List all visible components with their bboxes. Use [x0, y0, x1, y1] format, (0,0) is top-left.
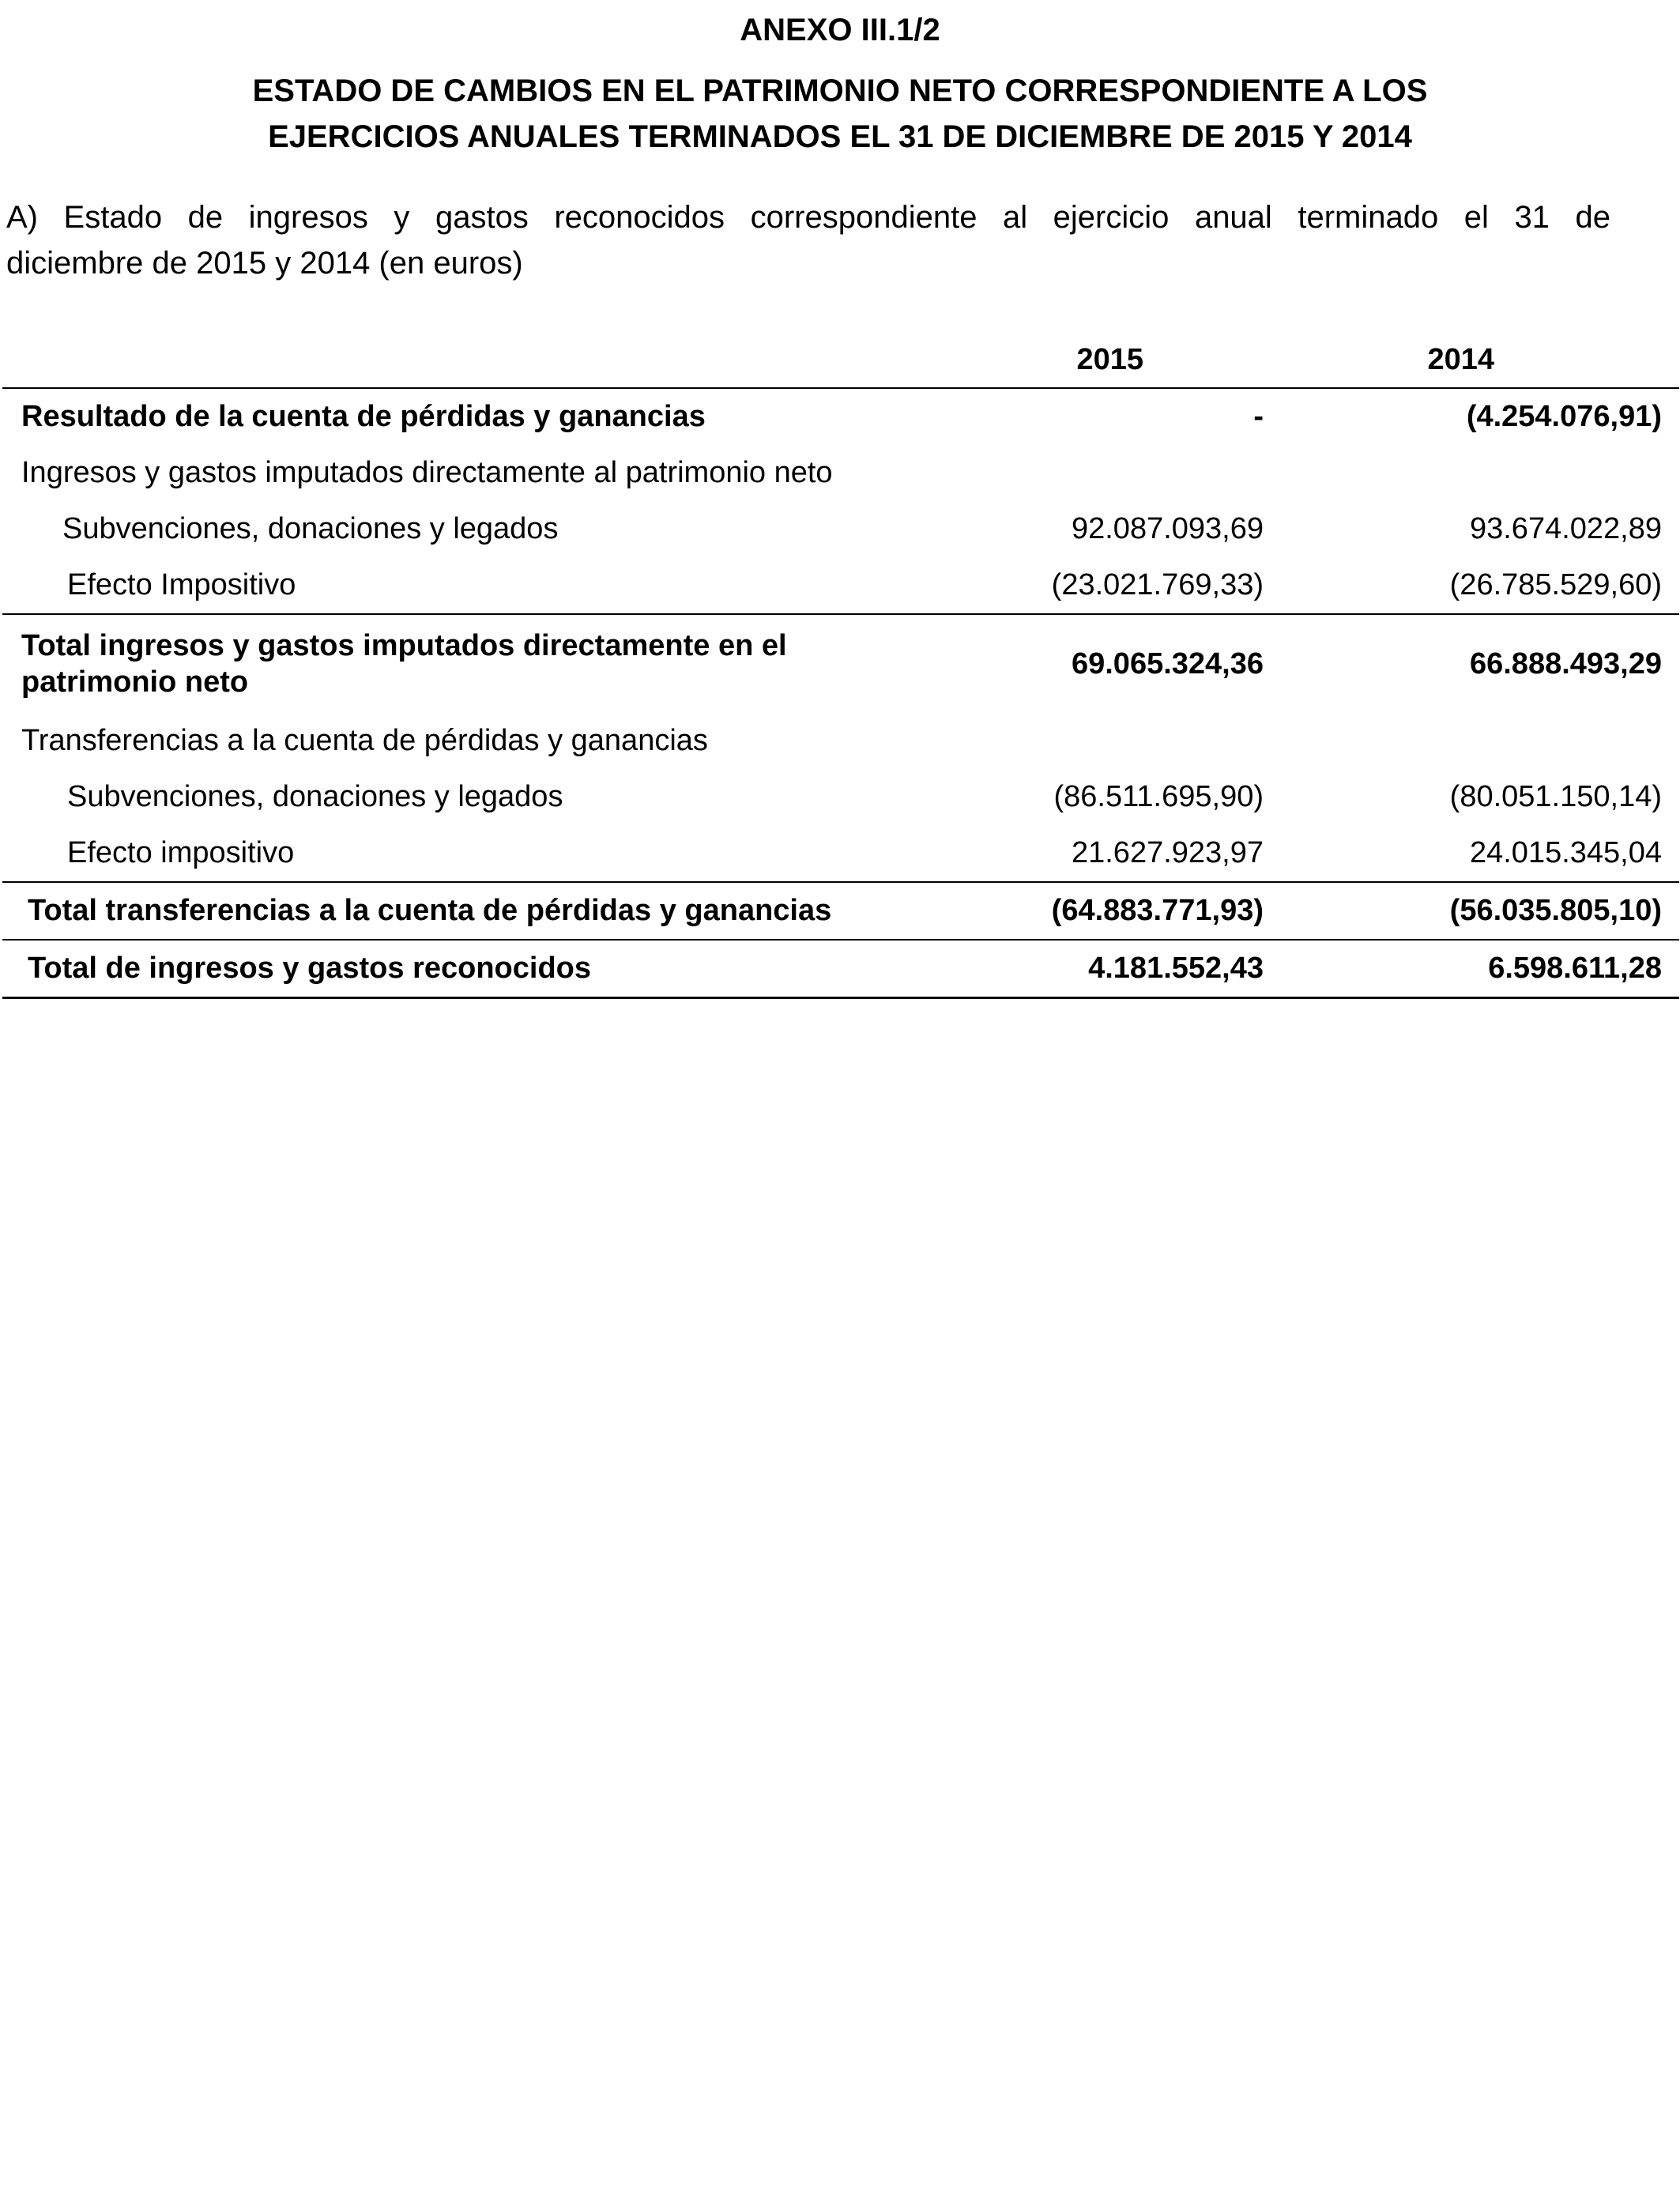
value-2015: [903, 713, 1283, 769]
table-row-total: [2, 882, 1679, 940]
intro-line-1: A) Estado de ingresos y gastos reconocidos correspondiente al ejercicio anual terminado el 31 de: [6, 200, 1610, 235]
document-title: [0, 68, 1680, 160]
value-2015: -: [903, 388, 1283, 445]
row-label: Subvenciones, donaciones y legados: [67, 780, 563, 813]
value-2014: [1283, 445, 1679, 501]
intro-paragraph: [6, 194, 1610, 286]
row-label-line-1: Total ingresos y gastos imputados directamente en el: [21, 629, 787, 662]
table-row: [2, 388, 1679, 445]
value-2015: (23.021.769,33): [1051, 568, 1264, 601]
row-label: Ingresos y gastos imputados directamente al patrimonio neto: [21, 456, 833, 489]
row-label: Efecto Impositivo: [67, 568, 296, 601]
value-2015: (86.511.695,90): [1053, 780, 1264, 813]
row-label: Subvenciones, donaciones y legados: [62, 512, 559, 545]
annex-title: ANEXO III.1/2: [740, 13, 940, 47]
value-2015: 69.065.324,36: [903, 614, 1283, 713]
table-row: [2, 501, 1679, 557]
value-2014: [1283, 713, 1679, 769]
value-2014: 24.015.345,04: [1469, 836, 1662, 869]
document-title-line-2: EJERCICIOS ANUALES TERMINADOS EL 31 DE DICIEMBRE DE 2015 Y 2014: [268, 119, 1412, 154]
value-2014: (4.254.076,91): [1283, 388, 1679, 445]
document-title-line-1: ESTADO DE CAMBIOS EN EL PATRIMONIO NETO CORRESPONDIENTE A LOS: [252, 74, 1428, 108]
column-header-2015: 2015: [1076, 342, 1143, 376]
row-label: Efecto impositivo: [67, 836, 295, 869]
value-2015: 92.087.093,69: [1071, 512, 1264, 545]
value-2015: (64.883.771,93): [903, 882, 1283, 940]
header-label-cell: [2, 332, 903, 388]
table-row-grand-total: [2, 940, 1679, 998]
value-2014: (56.035.805,10): [1283, 882, 1679, 940]
table-header-row: [2, 332, 1679, 388]
table-row-total: [2, 614, 1679, 713]
value-2015: [903, 445, 1283, 501]
intro-line-2: diciembre de 2015 y 2014 (en euros): [6, 246, 523, 281]
row-label: Resultado de la cuenta de pérdidas y ganancias: [2, 388, 903, 445]
table-row: [2, 445, 1679, 501]
value-2014: (80.051.150,14): [1449, 780, 1662, 813]
value-2015: 4.181.552,43: [903, 940, 1283, 998]
value-2014: 6.598.611,28: [1283, 940, 1679, 998]
value-2014: 66.888.493,29: [1283, 614, 1679, 713]
row-label: [2, 614, 903, 713]
income-expense-table: [2, 332, 1679, 999]
row-label-line-2: patrimonio neto: [21, 665, 249, 699]
table-row: [2, 769, 1679, 825]
column-header-2014: 2014: [1427, 342, 1494, 376]
row-label: Total de ingresos y gastos reconocidos: [2, 940, 903, 998]
row-label: Transferencias a la cuenta de pérdidas y ganancias: [21, 724, 708, 757]
table-row: [2, 825, 1679, 882]
value-2014: (26.785.529,60): [1449, 568, 1662, 601]
table-row: [2, 557, 1679, 614]
row-label: Total transferencias a la cuenta de pérdidas y ganancias: [2, 882, 903, 940]
table-row: [2, 713, 1679, 769]
value-2015: 21.627.923,97: [1071, 836, 1264, 869]
value-2014: 93.674.022,89: [1469, 512, 1662, 545]
